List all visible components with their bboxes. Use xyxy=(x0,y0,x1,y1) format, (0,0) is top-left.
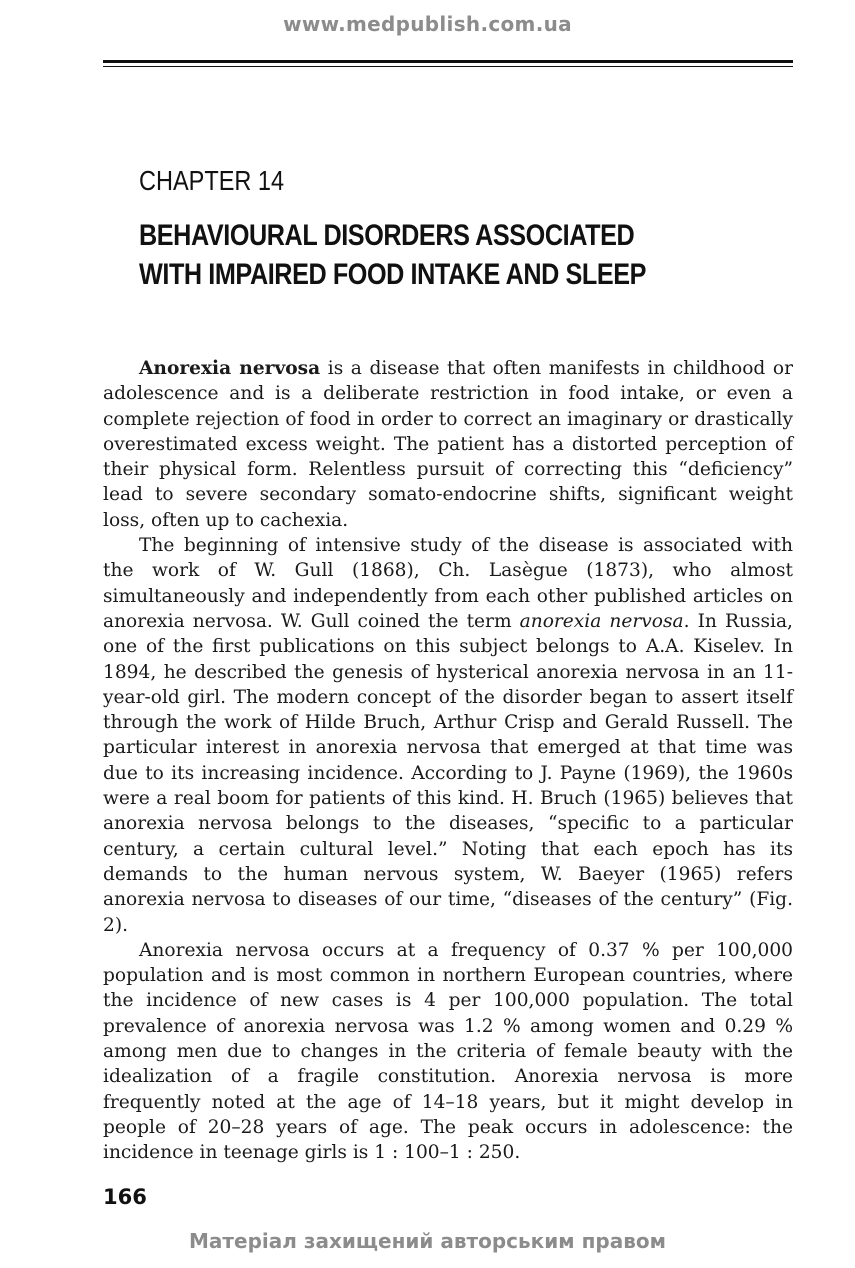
header-rule-thick xyxy=(103,60,793,63)
paragraph-1-text: is a disease that often manifests in childhood or adolescence and is a deliberate restriction in food intake, or even a complete rejection of food in order to correct an imaginary or drastically overestimated excess weight. The patient has a distorted perception of their physical form. Relentless pursuit of correcting this “deficiency” lead to severe secondary somato-endocrine shifts, significant weight loss, often up to cachexia. xyxy=(103,358,793,531)
paragraph-2 xyxy=(103,533,793,938)
chapter-title xyxy=(139,216,646,294)
term-italic: anorexia nervosa xyxy=(519,610,684,632)
chapter-title-line-1: BEHAVIOURAL DISORDERS ASSOCIATED xyxy=(139,219,635,252)
chapter-title-line-2: WITH IMPAIRED FOOD INTAKE AND SLEEP xyxy=(139,258,647,291)
chapter-label: CHAPTER 14 xyxy=(139,165,285,196)
paragraph-2-text-b: . In Russia, one of the first publications on this subject belongs to A.A. Kiselev. In 1894, he described the genesis of hysterical anorexia nervosa in an 11-year-old girl. The modern concept of the disorder began to assert itself through the work of Hilde Bruch, Arthur Crisp and Gerald Russell. The particular interest in anorexia nervosa that emerged at that time was due to its increasing incidence. According to J. Payne (1969), the 1960s were a real boom for patients of this kind. H. Bruch (1965) believes that anorexia nervosa belongs to the diseases, “specific to a particular century, a certain cultural level.” Noting that each epoch has its demands to the human nervous system, W. Baeyer (1965) refers anorexia nervosa to diseases of our time, “diseases of the century” (Fig. 2). xyxy=(103,610,793,936)
copyright-notice: Матеріал захищений авторським правом xyxy=(189,1229,666,1253)
page-number: 166 xyxy=(103,1185,147,1209)
paragraph-2-text-a: The beginning of intensive study of the disease is associated with the work of W. Gull (1868), Ch. Lasègue (1873), who almost simultaneously and independently from each other published articles on anorexia nervosa. W. Gull coined the term xyxy=(103,535,793,632)
paragraph-3: Anorexia nervosa occurs at a frequency of 0.37 % per 100,000 population and is most common in northern European countries, where the incidence of new cases is 4 per 100,000 population. The total prevalence of anorexia nervosa was 1.2 % among women and 0.29 % among men due to changes in the criteria of female beauty with the idealization of a fragile constitution. Anorexia nervosa is more frequently noted at the age of 14–18 years, but it might develop in people of 20–28 years of age. The peak occurs in adolescence: the incidence in teenage girls is 1 : 100–1 : 250. xyxy=(103,939,793,1164)
paragraph-1 xyxy=(103,356,793,533)
site-url: www.medpublish.com.ua xyxy=(283,12,572,36)
body-text xyxy=(103,356,793,1166)
header-rule-thin xyxy=(103,66,793,67)
term-anorexia-nervosa: Anorexia nervosa xyxy=(139,358,321,379)
